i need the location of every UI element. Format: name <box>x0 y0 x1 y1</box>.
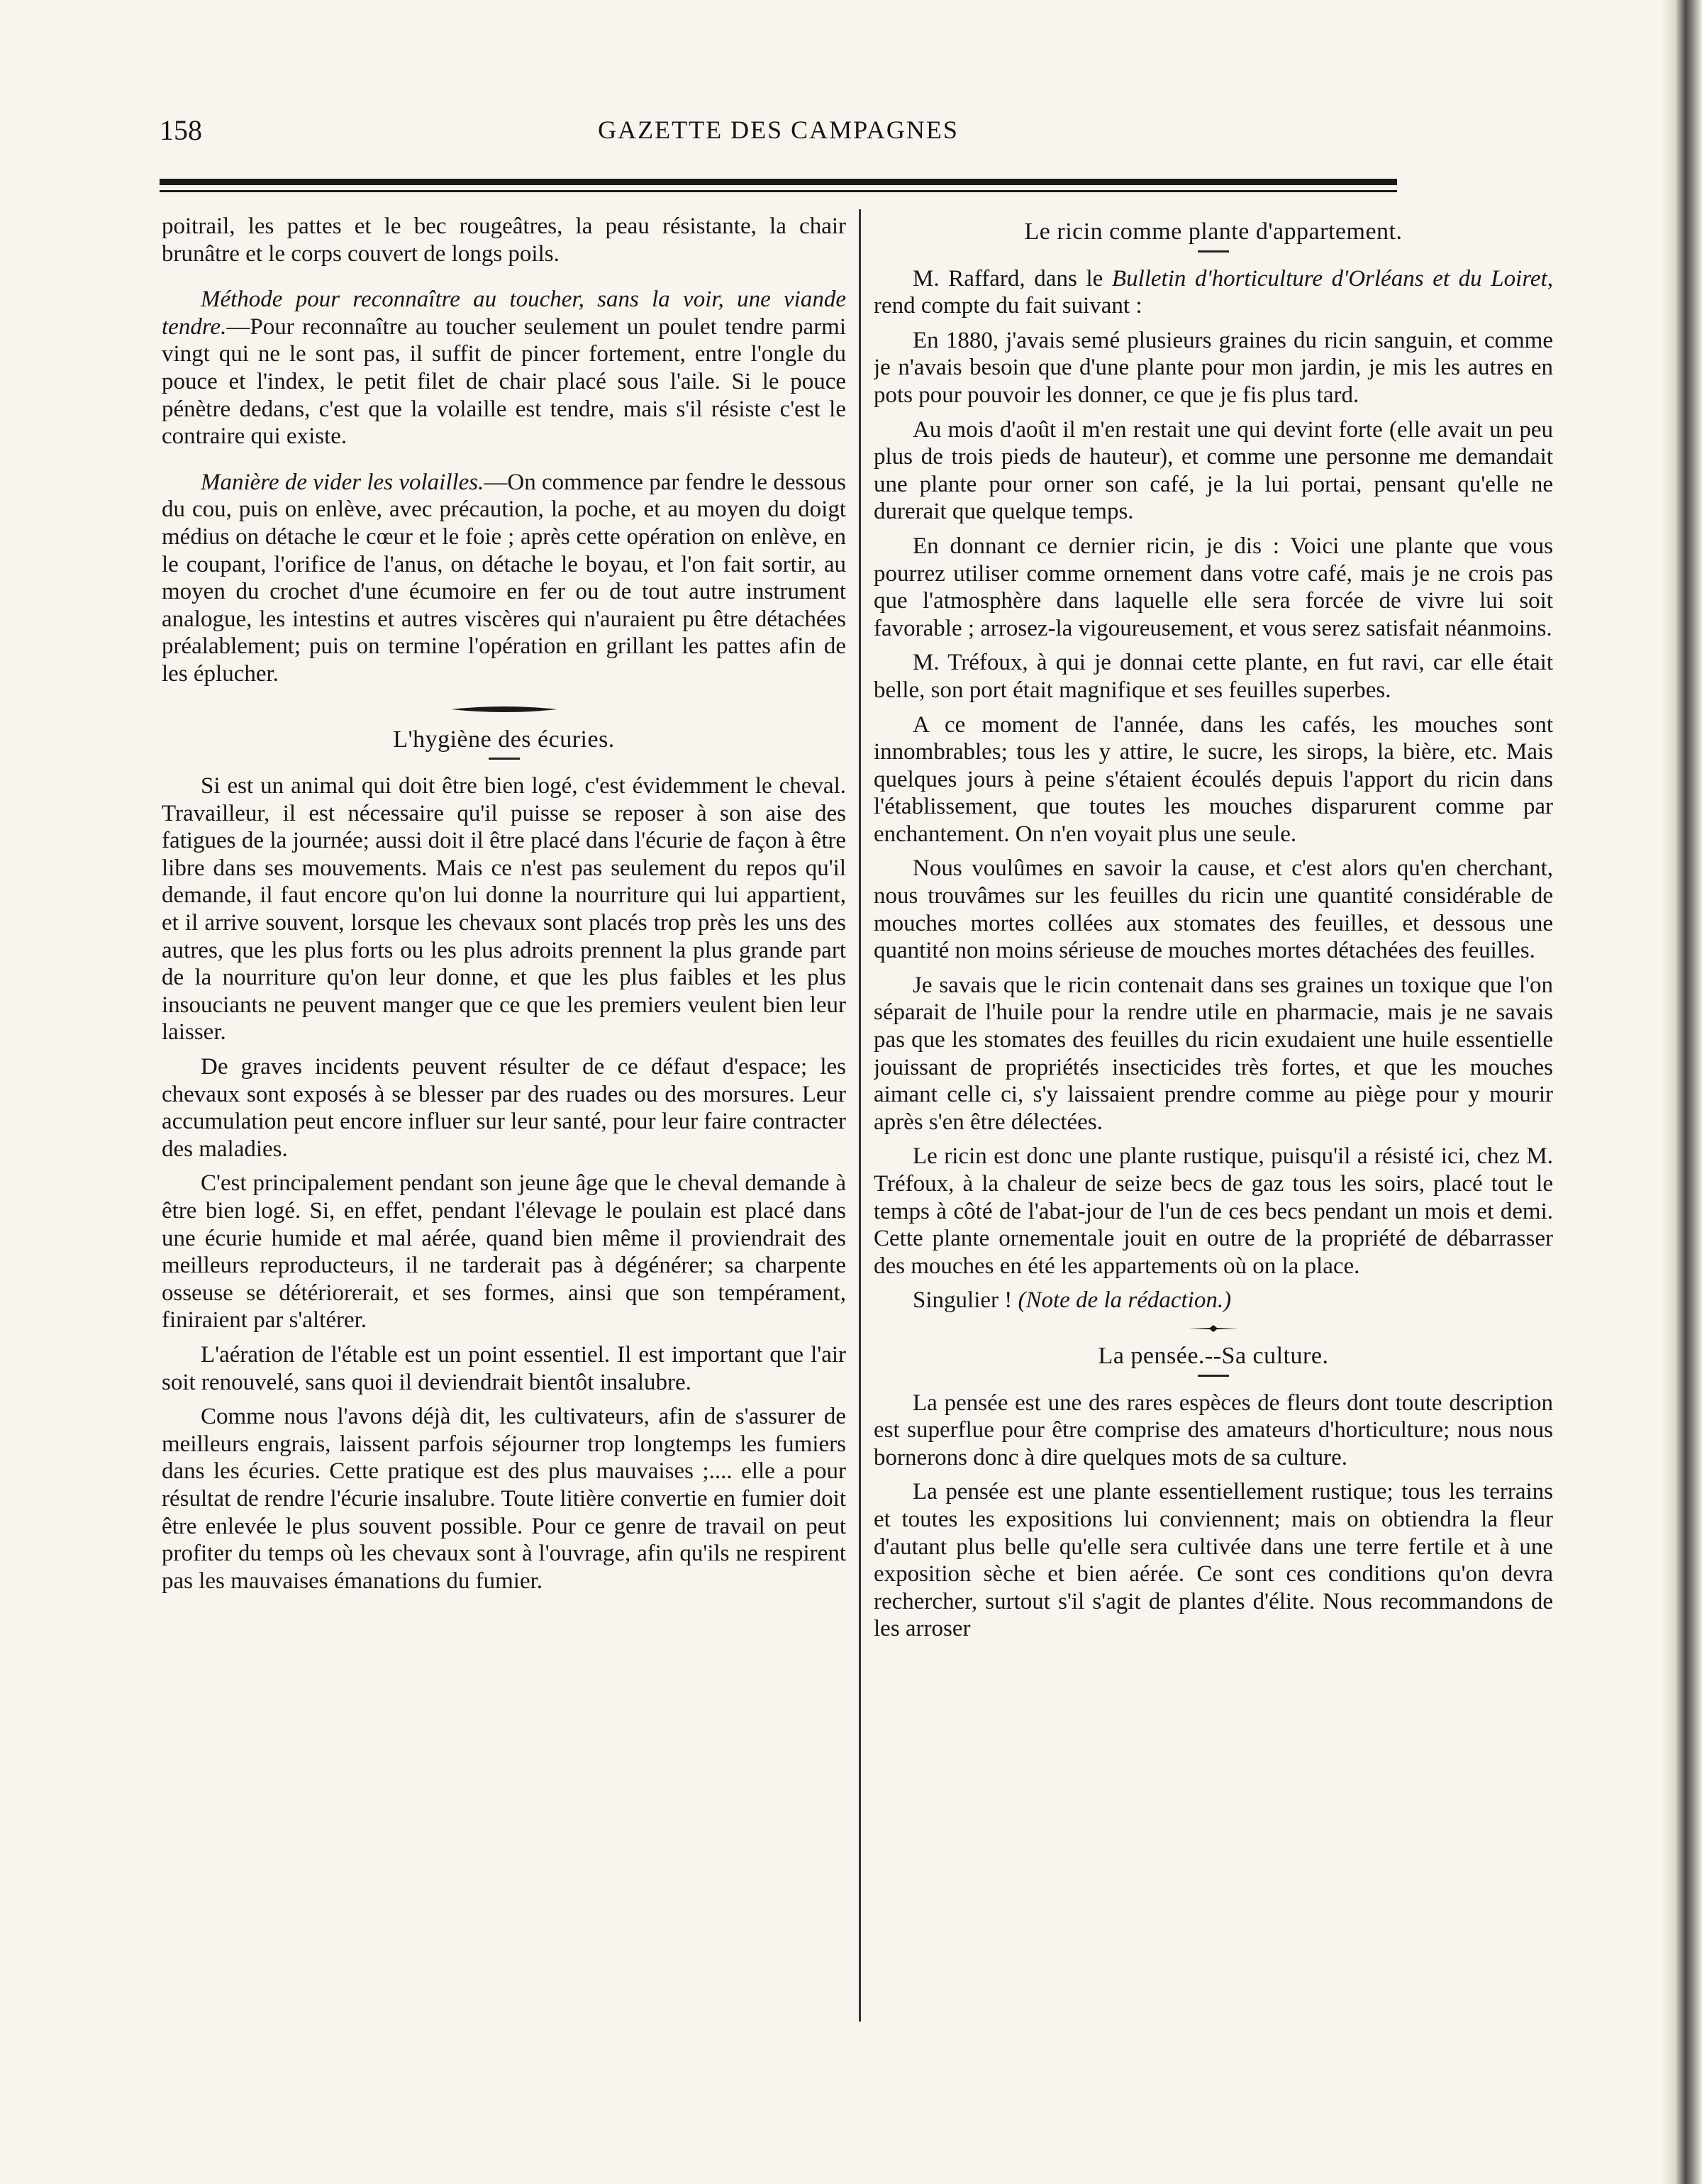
left-column <box>162 213 846 2029</box>
page-number: 158 <box>160 114 202 146</box>
paragraph: Je savais que le ricin contenait dans ses graines un toxique que l'on séparait de l'huile pour la rendre utile en pharmacie, mais je ne savais pas que les stomates des feuilles du ricin exudaient une huile essentielle jouissant de propriétés insecticides très fortes, et que les mouches aimant celle ci, s'y laissaient prendre comme au piège pour y mourir après s'en être délectées. <box>874 972 1553 1135</box>
paragraph: A ce moment de l'année, dans les cafés, les mouches sont innombrables; tous les y attire, le sucre, les sirops, la bière, etc. Mais quelques jours à peine s'étaient écoulés depuis l'apport du ricin dans l'établissement, que toutes les mouches disparurent comme par enchantement. On n'en voyait plus une seule. <box>874 711 1553 847</box>
paragraph-tender-meat <box>162 286 846 450</box>
paragraph: L'aération de l'étable est un point essentiel. Il est important que l'air soit renouvelé, sans quoi il deviendrait bientôt insalubre. <box>162 1341 846 1395</box>
right-column <box>874 213 1553 2029</box>
running-title: GAZETTE DES CAMPAGNES <box>598 116 959 144</box>
paragraph: En donnant ce dernier ricin, je dis : Voici une plante que vous pourrez utiliser comme ornement dans votre café, mais je ne crois pas que l'atmosphère dans laquelle elle sera forcée de vivre lui soit favorable ; arrosez-la vigoureusement, et vous serez satisfait néanmoins. <box>874 533 1553 641</box>
paragraph: En 1880, j'avais semé plusieurs graines du ricin sanguin, et comme je n'avais besoin que d'une plante pour mon jardin, je mis les autres en pots pour pouvoir les donner, ce que je fis plus tard. <box>874 327 1553 408</box>
exclamation: Singulier ! <box>913 1287 1018 1314</box>
paragraph-intro <box>874 265 1553 320</box>
header-rule-thick <box>160 179 1397 185</box>
run-in-heading: Manière de vider les volailles. <box>201 469 484 495</box>
section-ornament <box>1189 1324 1238 1333</box>
paragraph: C'est principalement pendant son jeune âge que le cheval demande à être bien logé. Si, en effet, pendant l'élevage le poulain est placé dans une écurie humide et mal aérée, quand bien même il proviendrait des meilleurs reproducteurs, il ne tarderait pas à dégénérer; sa charpente osseuse se détériorerait, et ses formes, ainsi que son tempérament, finiraient par s'altérer. <box>162 1170 846 1334</box>
title-dash <box>489 758 520 760</box>
column-divider <box>859 209 861 2022</box>
paragraph-body: —Pour reconnaître au toucher seulement un poulet tendre parmi vingt qui ne le sont pas, il suffit de pincer fortement, entre l'ongle du pouce et l'index, le petit filet de chair placé sous l'aile. Si le pouce pénètre dedans, c'est que la volaille est tendre, mais s'il résiste c'est le contraire qui existe. <box>162 314 846 450</box>
paragraph-continuation: poitrail, les pattes et le bec rougeâtres, la peau résistante, la chair brunâtre et le corps couvert de longs poils. <box>162 214 846 267</box>
section-title-hygiene: L'hygiène des écuries. <box>393 726 615 753</box>
paragraph: Le ricin est donc une plante rustique, puisqu'il a résisté ici, chez M. Tréfoux, à la chaleur de seize becs de gaz tous les soirs, placé tout le temps à côté de l'abat-jour de l'un de ces becs pendant un mois et demi. Cette plante ornementale jouit en outre de la propriété de débarrasser des mouches en été les appartements où on la place. <box>874 1143 1553 1279</box>
title-dash <box>1198 1375 1229 1377</box>
paragraph-body: —On commence par fendre le dessous du cou, puis on enlève, avec précaution, la poche, et au moyen du doigt médius on détache le cœur et le foie ; après cette opération on enlève, en le coupant, l'orifice de l'anus, on détache le boyau, et l'on fait sortir, au moyen du crochet d'une écumoire en fer ou de tout autre instrument analogue, les intestins et autres viscères qui n'auraient pu être détachées préalablement; puis on termine l'opération en grillant les pattes afin de les éplucher. <box>162 469 846 687</box>
paragraph: M. Tréfoux, à qui je donnai cette plante, en fut ravi, car elle était belle, son port était magnifique et ses feuilles superbes. <box>874 650 1553 703</box>
intro-text: , rend compte du fait suivant : <box>874 265 1553 319</box>
paragraph: Si est un animal qui doit être bien logé, c'est évidemment le cheval. Travailleur, il est nécessaire qu'il puisse se reposer à son aise des fatigues de la journée; aussi doit il être placé dans l'écurie de façon à être libre dans ses mouvements. Mais ce n'est pas seulement du repos qu'il demande, il faut encore qu'on lui donne la nourriture qui lui appartient, et il arrive souvent, lorsque les chevaux sont placés trop près les uns des autres, que les plus forts ou les plus adroits prennent la plus grande part de la nourriture qu'on leur donne, et que les plus faibles et les plus insouciants ne peuvent manger que ce que les premiers veulent bien leur laisser. <box>162 773 846 1046</box>
paragraph: Comme nous l'avons déjà dit, les cultivateurs, afin de s'assurer de meilleurs engrais, laissent parfois séjourner trop longtemps les fumiers dans les écuries. Cette pratique est des plus mauvaises ;.... elle a pour résultat de rendre l'écurie insalubre. Toute litière convertie en fumier doit être enlevée le plus souvent possible. Pour ce genre de travail on peut profiter du temps où les chevaux sont à l'ouvrage, afin qu'ils ne respirent pas les mauvaises émanations du fumier. <box>162 1404 846 1594</box>
page-header <box>160 113 1397 156</box>
header-rule-thin <box>160 190 1397 192</box>
section-title-ricin: Le ricin comme plante d'appartement. <box>1024 218 1403 245</box>
paragraph-gutting-poultry <box>162 469 846 688</box>
scanned-page-edge <box>1661 0 1702 2184</box>
title-dash <box>1198 250 1229 253</box>
section-ornament <box>451 704 557 715</box>
intro-text: M. Raffard, dans le <box>913 265 1112 292</box>
paragraph-editor-note <box>874 1287 1553 1314</box>
paragraph: La pensée est une plante essentiellement rustique; tous les terrains et toutes les expositions lui conviennent; mais on obtiendra la fleur d'autant plus belle qu'elle sera cultivée dans une terre fertile et à une exposition sèche et bien aérée. Ce sont ces conditions qu'on devra rechercher, surtout s'il s'agit de plantes d'élite. Nous recommandons de les arroser <box>874 1479 1553 1642</box>
paragraph: La pensée est une des rares espèces de fleurs dont toute description est superflue pour être comprise des amateurs d'horticulture; nous nous bornerons donc à dire quelques mots de sa culture. <box>874 1390 1553 1470</box>
paragraph: De graves incidents peuvent résulter de ce défaut d'espace; les chevaux sont exposés à se blesser par des ruades ou des morsures. Leur accumulation peut encore influer sur leur santé, pour leur faire contracter des maladies. <box>162 1054 846 1162</box>
editor-note: (Note de la rédaction.) <box>1018 1287 1232 1314</box>
run-in-heading: Méthode pour reconnaître au toucher, sans la voir, une viande tendre. <box>162 287 846 340</box>
paragraph: Au mois d'août il m'en restait une qui devint forte (elle avait un peu plus de trois pieds de hauteur), et comme une personne me demandait une plante pour orner son café, je la lui portai, pensant qu'elle ne durerait que quelque temps. <box>874 416 1553 525</box>
paragraph: Nous voulûmes en savoir la cause, et c'est alors qu'en cherchant, nous trouvâmes sur les feuilles du ricin une quantité considérable de mouches mortes collées aux stomates des feuilles, et dessous une quantité non moins sérieuse de mouches mortes détachées des feuilles. <box>874 855 1553 964</box>
journal-title: Bulletin d'horticulture d'Orléans et du Loiret <box>1111 265 1547 292</box>
section-title-pensee: La pensée.--Sa culture. <box>1098 1342 1329 1369</box>
